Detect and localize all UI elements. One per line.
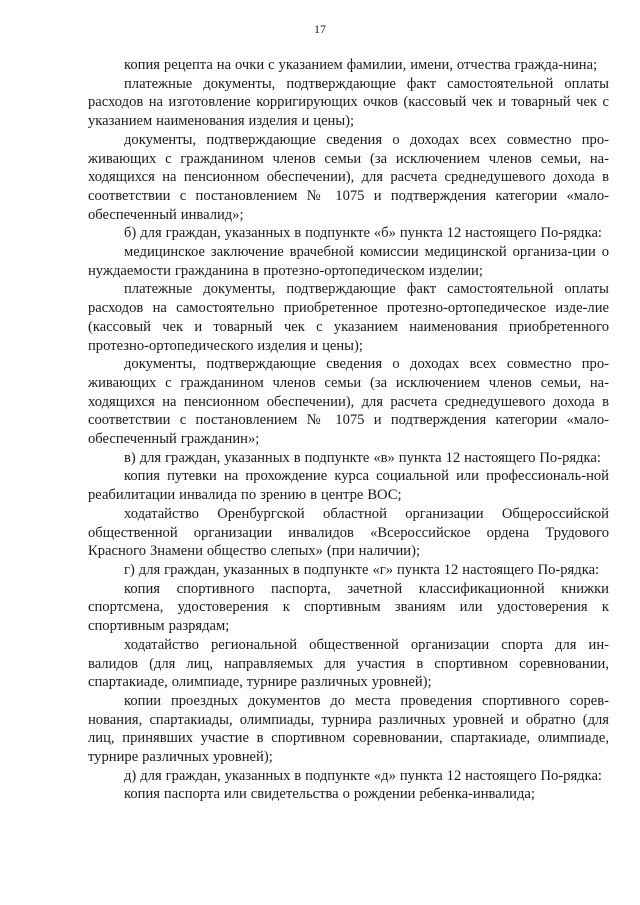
paragraph: ходатайство региональной общественной организации спорта для ин-валидов (для лиц, направляемых для участия в спортивном соревновании, спартакиаде, олимпиаде, турнире различных уровней);	[88, 636, 609, 691]
paragraph: копия паспорта или свидетельства о рождении ребенка-инвалида;	[124, 786, 535, 803]
paragraph: копии проездных документов до места проведения спортивного сорев-нования, спартакиады, олимпиады, турнира различных уровней и обратно (для лиц, принявших участие в спортивном соревновании, спартакиаде, олимпиаде, турнире различных уровней);	[88, 692, 609, 766]
paragraph: документы, подтверждающие сведения о доходах всех совместно про-живающих с гражданином членов семьи (за исключением членов семьи, на-ходящихся на пенсионном обеспечении), для расчета среднедушевого дохода в соответствии с постановлением № 1075 и подтверждения категории «мало-обеспеченный инвалид»;	[88, 131, 609, 223]
paragraph: ходатайство Оренбургской областной организации Общероссийской общественной организации инвалидов «Всероссийское ордена Трудового Красного Знамени общество слепых» (при наличии);	[88, 505, 609, 560]
paragraph: д) для граждан, указанных в подпункте «д» пункта 12 настоящего По-рядка:	[124, 767, 602, 784]
page-number: 17	[314, 22, 326, 36]
paragraph: документы, подтверждающие сведения о доходах всех совместно про-живающих с гражданином членов семьи (за исключением членов семьи, на-ходящихся на пенсионном обеспечении), для расчета среднедушевого дохода в соответствии с постановлением № 1075 и подтверждения категории «мало-обеспеченный гражданин»;	[88, 356, 609, 448]
paragraph: копия рецепта на очки с указанием фамилии, имени, отчества гражда-нина;	[124, 57, 598, 73]
paragraph: медицинское заключение врачебной комиссии медицинской организа-ции о нуждаемости гражданина в протезно-ортопедическом изделии;	[88, 244, 609, 279]
paragraph: платежные документы, подтверждающие факт самостоятельной оплаты расходов на самостоятельно приобретенное протезно-ортопедическое изде-лие (кассовый чек и товарный чек с указанием наименования приобретенного протезно-ортопедического изделия и цены);	[88, 281, 609, 354]
paragraph: в) для граждан, указанных в подпункте «в» пункта 12 настоящего По-рядка:	[124, 449, 601, 466]
paragraph: платежные документы, подтверждающие факт самостоятельной оплаты расходов на изготовление корригирующих очков (кассовый чек и товарный чек с указанием наименования изделия и цены);	[88, 75, 609, 130]
document-body	[88, 56, 609, 804]
paragraph: копия спортивного паспорта, зачетной классификационной книжки спортсмена, удостоверения к спортивным званиям или удостоверения к спортивным разрядам;	[88, 580, 609, 635]
paragraph: б) для граждан, указанных в подпункте «б» пункта 12 настоящего По-рядка:	[124, 225, 602, 242]
paragraph: г) для граждан, указанных в подпункте «г» пункта 12 настоящего По-рядка:	[124, 561, 600, 578]
paragraph: копия путевки на прохождение курса социальной или профессиональ-ной реабилитации инвалида по зрению в центре ВОС;	[88, 468, 609, 504]
